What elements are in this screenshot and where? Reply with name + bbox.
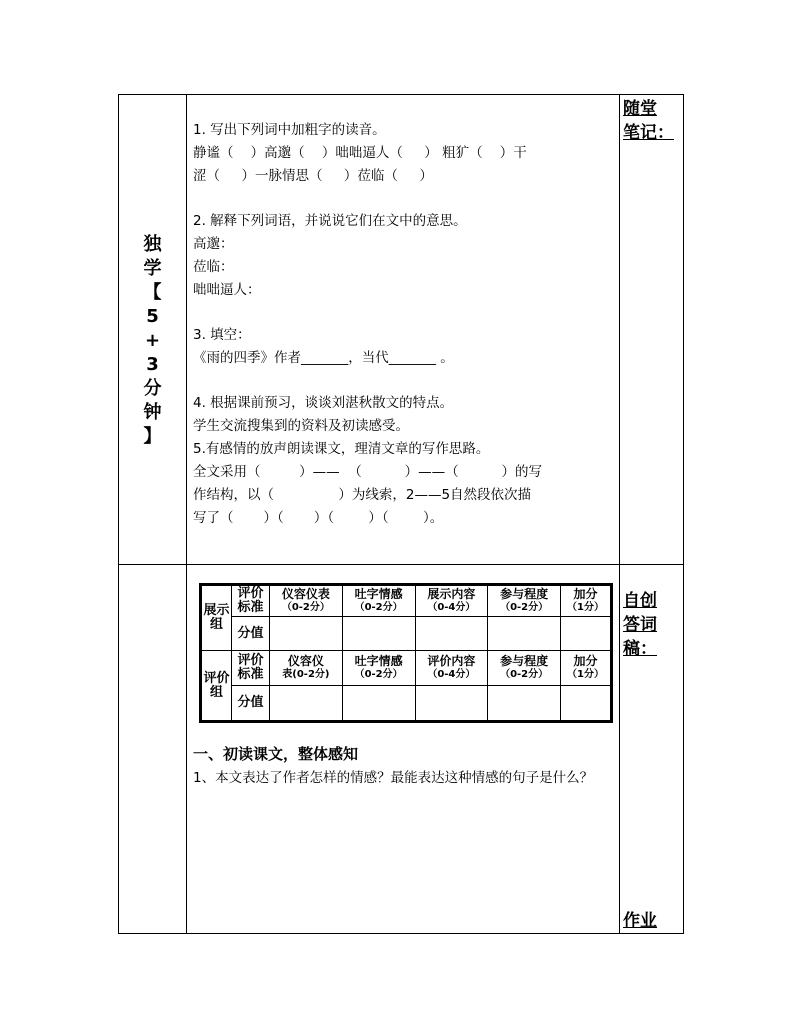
- criteria-range: （0-4分）: [427, 669, 476, 681]
- question-5-line: 作结构，以（ ）为线索，2——5自然段依次描: [193, 487, 532, 503]
- criteria-range: （0-4分）: [427, 601, 476, 613]
- score-cell[interactable]: [270, 686, 343, 721]
- question-5-title: 5.有感情的放声朗读课文，理清文章的写作思路。: [193, 441, 490, 457]
- question-1-line: 静谧（ ）高邈（ ）咄咄逼人（ ） 粗犷（ ）干: [193, 145, 527, 161]
- criteria-cell: [561, 651, 611, 686]
- criteria-label: 评价标准: [232, 586, 270, 617]
- criteria-cell: [561, 586, 611, 617]
- question-5-line: 全文采用（ ）—— （ ）——（ ）的写: [193, 464, 543, 480]
- score-cell[interactable]: [342, 616, 415, 651]
- score-table: [199, 583, 613, 723]
- question-2-item: 咄咄逼人：: [193, 282, 261, 298]
- criteria-range: （0-2分）: [500, 669, 549, 681]
- question-5-line: 写了（ ）（ ）（ ）（ ）。: [193, 510, 444, 526]
- score-cell[interactable]: [415, 686, 488, 721]
- score-cell[interactable]: [488, 686, 561, 721]
- criteria-range: （0-2分）: [500, 601, 549, 613]
- section-question-1: 1、本文表达了作者怎样的情感？最能表达这种情感的句子是什么？: [193, 770, 594, 786]
- side-char: 学: [143, 258, 162, 279]
- criteria-cell: [342, 586, 415, 617]
- criteria-cell: [415, 586, 488, 617]
- side-char: +: [144, 330, 161, 351]
- criteria-cell: [270, 651, 343, 686]
- criteria-cell: [488, 586, 561, 617]
- side-char: 【: [143, 282, 162, 303]
- criteria-range: （0-2分）: [281, 601, 330, 613]
- column-divider-left: [186, 95, 187, 933]
- question-4-line: 学生交流搜集到的资料及初读感受。: [193, 418, 409, 434]
- group-label-evaluate: 评价组: [202, 651, 232, 721]
- note-answer-draft: [623, 589, 679, 661]
- criteria-cell: [488, 651, 561, 686]
- self-study-questions: [193, 119, 613, 530]
- side-label-self-study: [119, 233, 186, 449]
- score-cell[interactable]: [270, 616, 343, 651]
- score-cell[interactable]: [342, 686, 415, 721]
- question-1-line: 涩（ ）一脉情思（ ）莅临（ ）: [193, 168, 433, 184]
- note-line: 随堂: [623, 99, 657, 119]
- criteria-title: 参与程度: [500, 586, 549, 601]
- criteria-range: （0-2分）: [354, 669, 403, 681]
- question-3-title: 3. 填空：: [193, 327, 251, 343]
- criteria-title: 仪容仪: [287, 654, 324, 669]
- note-line: 自创: [623, 591, 657, 611]
- criteria-range: （1分）: [567, 601, 604, 613]
- criteria-title: 展示内容: [427, 586, 476, 601]
- question-2-item: 莅临：: [193, 259, 234, 275]
- criteria-title: 加分: [573, 586, 598, 601]
- score-cell[interactable]: [561, 686, 611, 721]
- side-char: 】: [143, 426, 162, 447]
- side-char: 3: [146, 354, 159, 375]
- side-char: 钟: [143, 402, 162, 423]
- score-cell[interactable]: [415, 616, 488, 651]
- row-divider: [119, 564, 683, 565]
- score-label: 分值: [232, 616, 270, 651]
- note-class-notes: [623, 97, 679, 145]
- criteria-title: 加分: [573, 654, 598, 669]
- question-1-title: 1. 写出下列词中加粗字的读音。: [193, 122, 386, 138]
- column-divider-right: [619, 95, 620, 933]
- score-cell[interactable]: [561, 616, 611, 651]
- note-homework: 作业: [623, 911, 657, 931]
- criteria-range: （0-2分）: [354, 601, 403, 613]
- criteria-title: 仪容仪表: [281, 586, 330, 601]
- criteria-cell: [415, 651, 488, 686]
- score-cell[interactable]: [488, 616, 561, 651]
- question-3-line: 《雨的四季》作者_______，当代_______ 。: [193, 350, 454, 366]
- criteria-cell: [342, 651, 415, 686]
- lesson-table: [118, 94, 684, 934]
- side-char: 5: [146, 306, 159, 327]
- question-2-item: 高邈：: [193, 236, 234, 252]
- criteria-range: 表(0-2分): [282, 669, 330, 681]
- note-line: 稿：: [623, 639, 657, 659]
- note-line: 笔记：: [623, 123, 674, 143]
- criteria-label: 评价标准: [232, 651, 270, 686]
- criteria-range: （1分）: [567, 669, 604, 681]
- criteria-title: 吐字情感: [354, 654, 403, 669]
- question-4-title: 4. 根据课前预习，谈谈刘湛秋散文的特点。: [193, 395, 454, 411]
- section-title: 一、初读课文，整体感知: [193, 745, 359, 763]
- side-char: 独: [143, 234, 162, 255]
- question-2-title: 2. 解释下列词语，并说说它们在文中的意思。: [193, 213, 467, 229]
- criteria-title: 评价内容: [427, 654, 476, 669]
- side-char: 分: [143, 378, 162, 399]
- group-label-display: 展示组: [202, 586, 232, 651]
- score-label: 分值: [232, 686, 270, 721]
- criteria-title: 参与程度: [500, 654, 549, 669]
- criteria-title: 吐字情感: [354, 586, 403, 601]
- note-line: 答词: [623, 615, 657, 635]
- criteria-cell: [270, 586, 343, 617]
